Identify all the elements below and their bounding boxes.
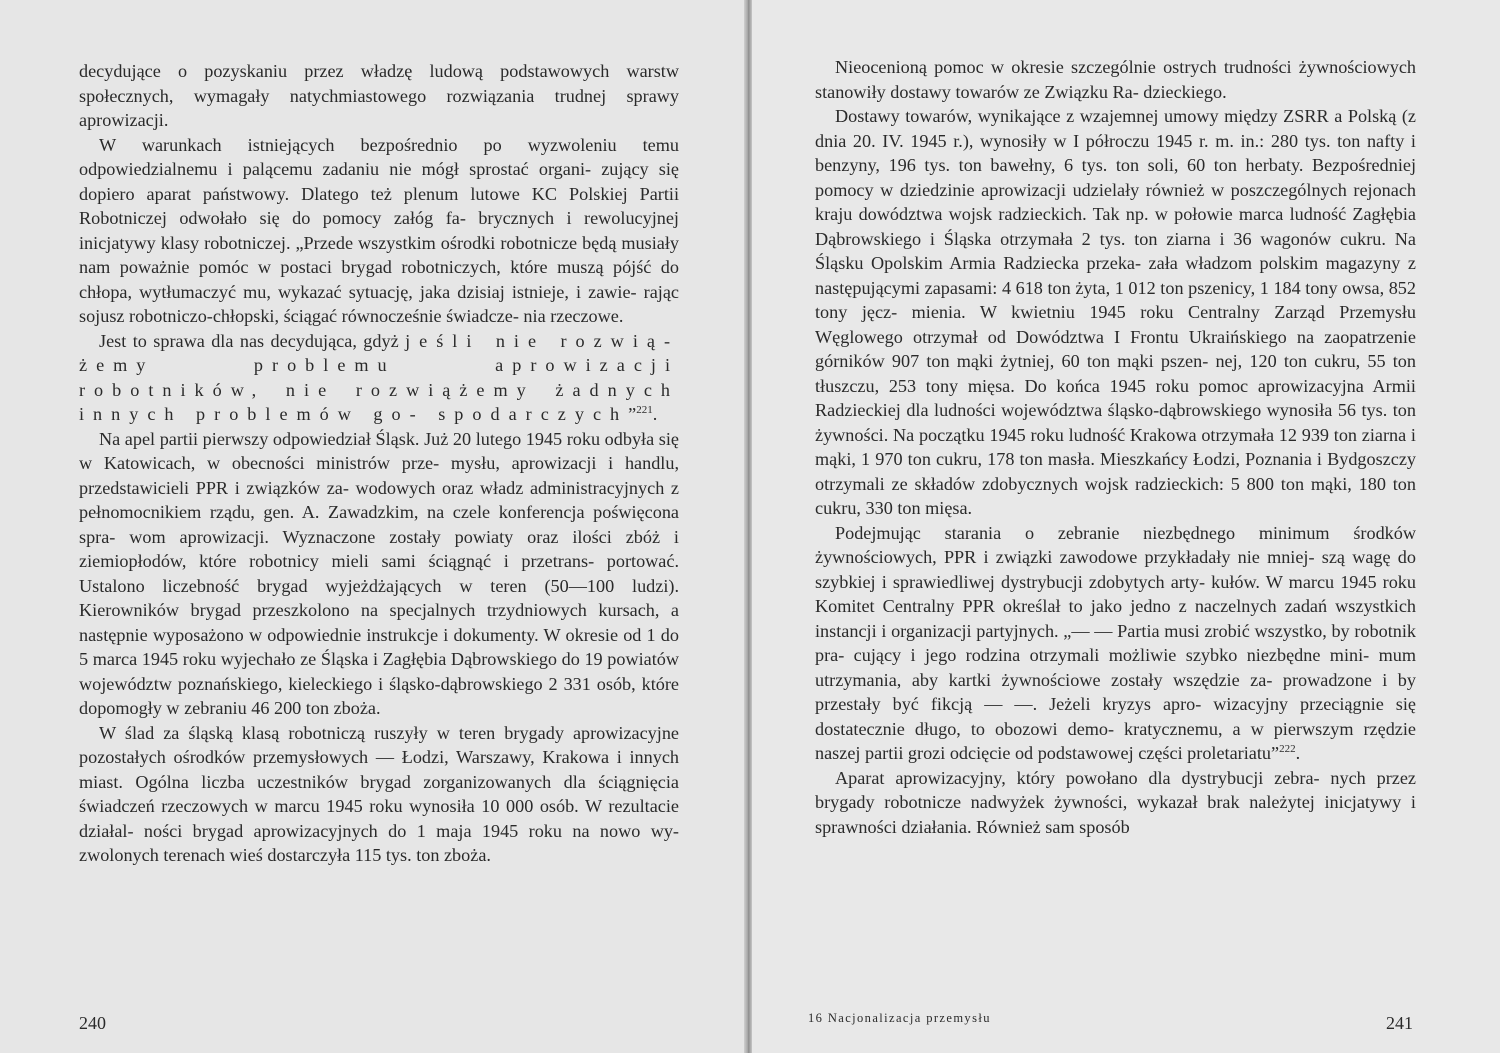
- paragraph: decydujące o pozyskaniu przez władzę ludową podstawowych warstw społecznych, wymagały natychmiastowego rozwiązania trudnej sprawy aprowizacji.: [79, 61, 679, 130]
- emphasized-spaced-text: jeśli nie rozwią- żemy problemu aprowizacji robotników, nie rozwiążemy żadnych innych problemów go- spodarczych: [79, 330, 679, 424]
- right-page: [752, 0, 1500, 1053]
- paragraph: W ślad za śląską klasą robotniczą ruszyły w teren brygady aprowizacyjne pozostałych ośrodków przemysłowych — Łodzi, Warszawy, Krakowa i innych miast. Ogólna liczba uczestników brygad zorganizowanych dla ściągnięcia świadczeń rzeczowych w marcu 1945 roku wynosiła 10 000 osób. W rezultacie działal- ności brygad aprowizacyjnych do 1 maja 1945 roku na nowo wy- zwolonych terenach wieś dostarczyła 115 tys. ton zboża.: [79, 722, 679, 865]
- paragraph: Nieocenioną pomoc w okresie szczególnie ostrych trudności żywnościowych stanowiły dostawy towarów ze Związku Ra- dzieckiego.: [815, 57, 1416, 102]
- paragraph-spaced-quote: [79, 329, 679, 427]
- paragraph: W warunkach istniejących bezpośrednio po wyzwoleniu temu odpowiedzialnemu i palącemu zadaniu nie mógł sprostać organi- zujący się dopiero aparat państwowy. Dlatego też plenum lutowe KC Polskiej Partii Robotniczej odwołało się do pomocy załóg fa- brycznych i rewolucyjnej inicjatywy klasy robotniczej. „Przede wszystkim ośrodki robotnicze będą musiały nam poważnie pomóc w postaci brygad robotniczych, które muszą pójść do chłopa, wytłumaczyć mu, wykazać sytuację, jaka dzisiaj istnieje, i zawie- rając sojusz robotniczo-chłopski, ściągać równocześnie świadcze- nia rzeczowe.: [79, 134, 679, 326]
- footnote-ref: 222: [1279, 743, 1296, 755]
- paragraph: Dostawy towarów, wynikające z wzajemnej umowy między ZSRR a Polską (z dnia 20. IV. 1945 r.), wynosiły w I półroczu 1945 r. m. in.: 280 tys. ton nafty i benzyny, 196 tys. ton bawełny, 6 tys. ton soli, 60 ton herbaty. Bezpośredniej pomocy w dziedzinie aprowizacji udzielały również w poszczególnych rejonach kraju dowództwa wojsk radzieckich. Tak np. w połowie marca ludność Zagłębia Dąbrowskiego i Śląska otrzymała 2 tys. ton ziarna i 36 wagonów cukru. Na Śląsku Opolskim Armia Radziecka przeka- zała władzom polskim magazyny z następującymi zapasami: 4 618 ton żyta, 1 012 ton pszenicy, 1 184 tony owsa, 852 tony jęcz- mienia. W kwietniu 1945 roku Centralny Zarząd Przemysłu Węglowego otrzymał od Dowództwa I Frontu Ukraińskiego na zaopatrzenie górników 907 ton mąki żytniej, 60 ton mąki pszen- nej, 120 ton cukru, 55 ton tłuszczu, 253 tony mięsa. Do końca 1945 roku pomoc aprowizacyjna Armii Radzieckiej dla ludności województwa śląsko-dąbrowskiego wynosiła 56 tys. ton żywności. Na początku 1945 roku ludność Krakowa otrzymała 12 939 ton ziarna i mąki, 1 970 ton cukru, 178 ton masła. Mieszkańcy Łodzi, Poznania i Bydgoszczy otrzymali ze składów zdobycznych wojsk radzieckich: 5 800 ton mąki, 180 ton cukru, 330 ton mięsa.: [815, 106, 1416, 518]
- paragraph-text: Podejmując starania o zebranie niezbędnego minimum środków żywnościowych, PPR i związki zawodowe przykładały nie mniej- szą wagę do szybkiej i sprawiedliwej dystrybucji zdobytych arty- kułów. W marcu 1945 roku Komitet Centralny PPR określał to jako jedno z naczelnych zadań wszystkich instancji i organizacji partyjnych. „— — Partia musi zrobić wszystko, by robotnik pra- cujący i jego rodzina otrzymali możliwie szybko niezbędne mini- mum utrzymania, aby kartki żywnościowe zostały wszędzie za- prowadzone i by przestały być fikcją — —. Jeżeli kryzys apro- wizacyjny przeciągnie się dostatecznie długo, to obozowi demo- kratycznemu, a w pierwszym rzędzie naszej partii grozi odcięcie od podstawowej części proletariatu”: [815, 522, 1416, 763]
- left-page-body: [79, 59, 679, 868]
- quote-lead-text: Jest to sprawa dla nas decydująca, gdyż: [99, 330, 406, 351]
- paragraph: Na apel partii pierwszy odpowiedział Śląsk. Już 20 lutego 1945 roku odbyła się w Katowicach, w obecności ministrów prze- mysłu, aprowizacji i handlu, przedstawicieli PPR i związków za- wodowych oraz władz administracyjnych z pełnomocnikiem rządu, gen. A. Zawadzkim, na czele konferencja poświęcona spra- wom aprowizacji. Wyznaczone zostały powiaty oraz ilości zbóż i ziemiopłodów, które robotnicy mieli sami ściągnąć i przetrans- portować. Ustalono liczebność brygad wyjeżdżających w teren (50—100 ludzi). Kierowników brygad przeszkolono na specjalnych trzydniowych kursach, a następnie wyposażono w odpowiednie instrukcje i dokumenty. W okresie od 1 do 5 marca 1945 roku wyjechało ze Śląska i Zagłębia Dąbrowskiego do 19 powiatów województw poznańskiego, kieleckiego i śląsko-dąbrowskiego 2 331 osób, które dopomogły w zebraniu 46 200 ton zboża.: [79, 428, 679, 718]
- paragraph: Aparat aprowizacyjny, który powołano dla dystrybucji zebra- nych przez brygady robotnicze nadwyżek żywności, wykazał brak należytej inicjatywy i sprawności działania. Również sam sposób: [815, 767, 1416, 837]
- left-page: [0, 0, 744, 1053]
- period: .: [1295, 743, 1301, 763]
- page-number: 240: [79, 1013, 106, 1033]
- closing-quote: ”: [628, 404, 637, 424]
- page-number: 241: [1386, 1013, 1413, 1033]
- footnote-ref: 221: [636, 404, 653, 416]
- right-page-body: [815, 55, 1416, 839]
- period: .: [652, 404, 658, 424]
- running-footer: 16 Nacjonalizacja przemysłu: [808, 1011, 991, 1025]
- paragraph-with-footnote: [815, 521, 1416, 766]
- book-gutter: [744, 0, 752, 1053]
